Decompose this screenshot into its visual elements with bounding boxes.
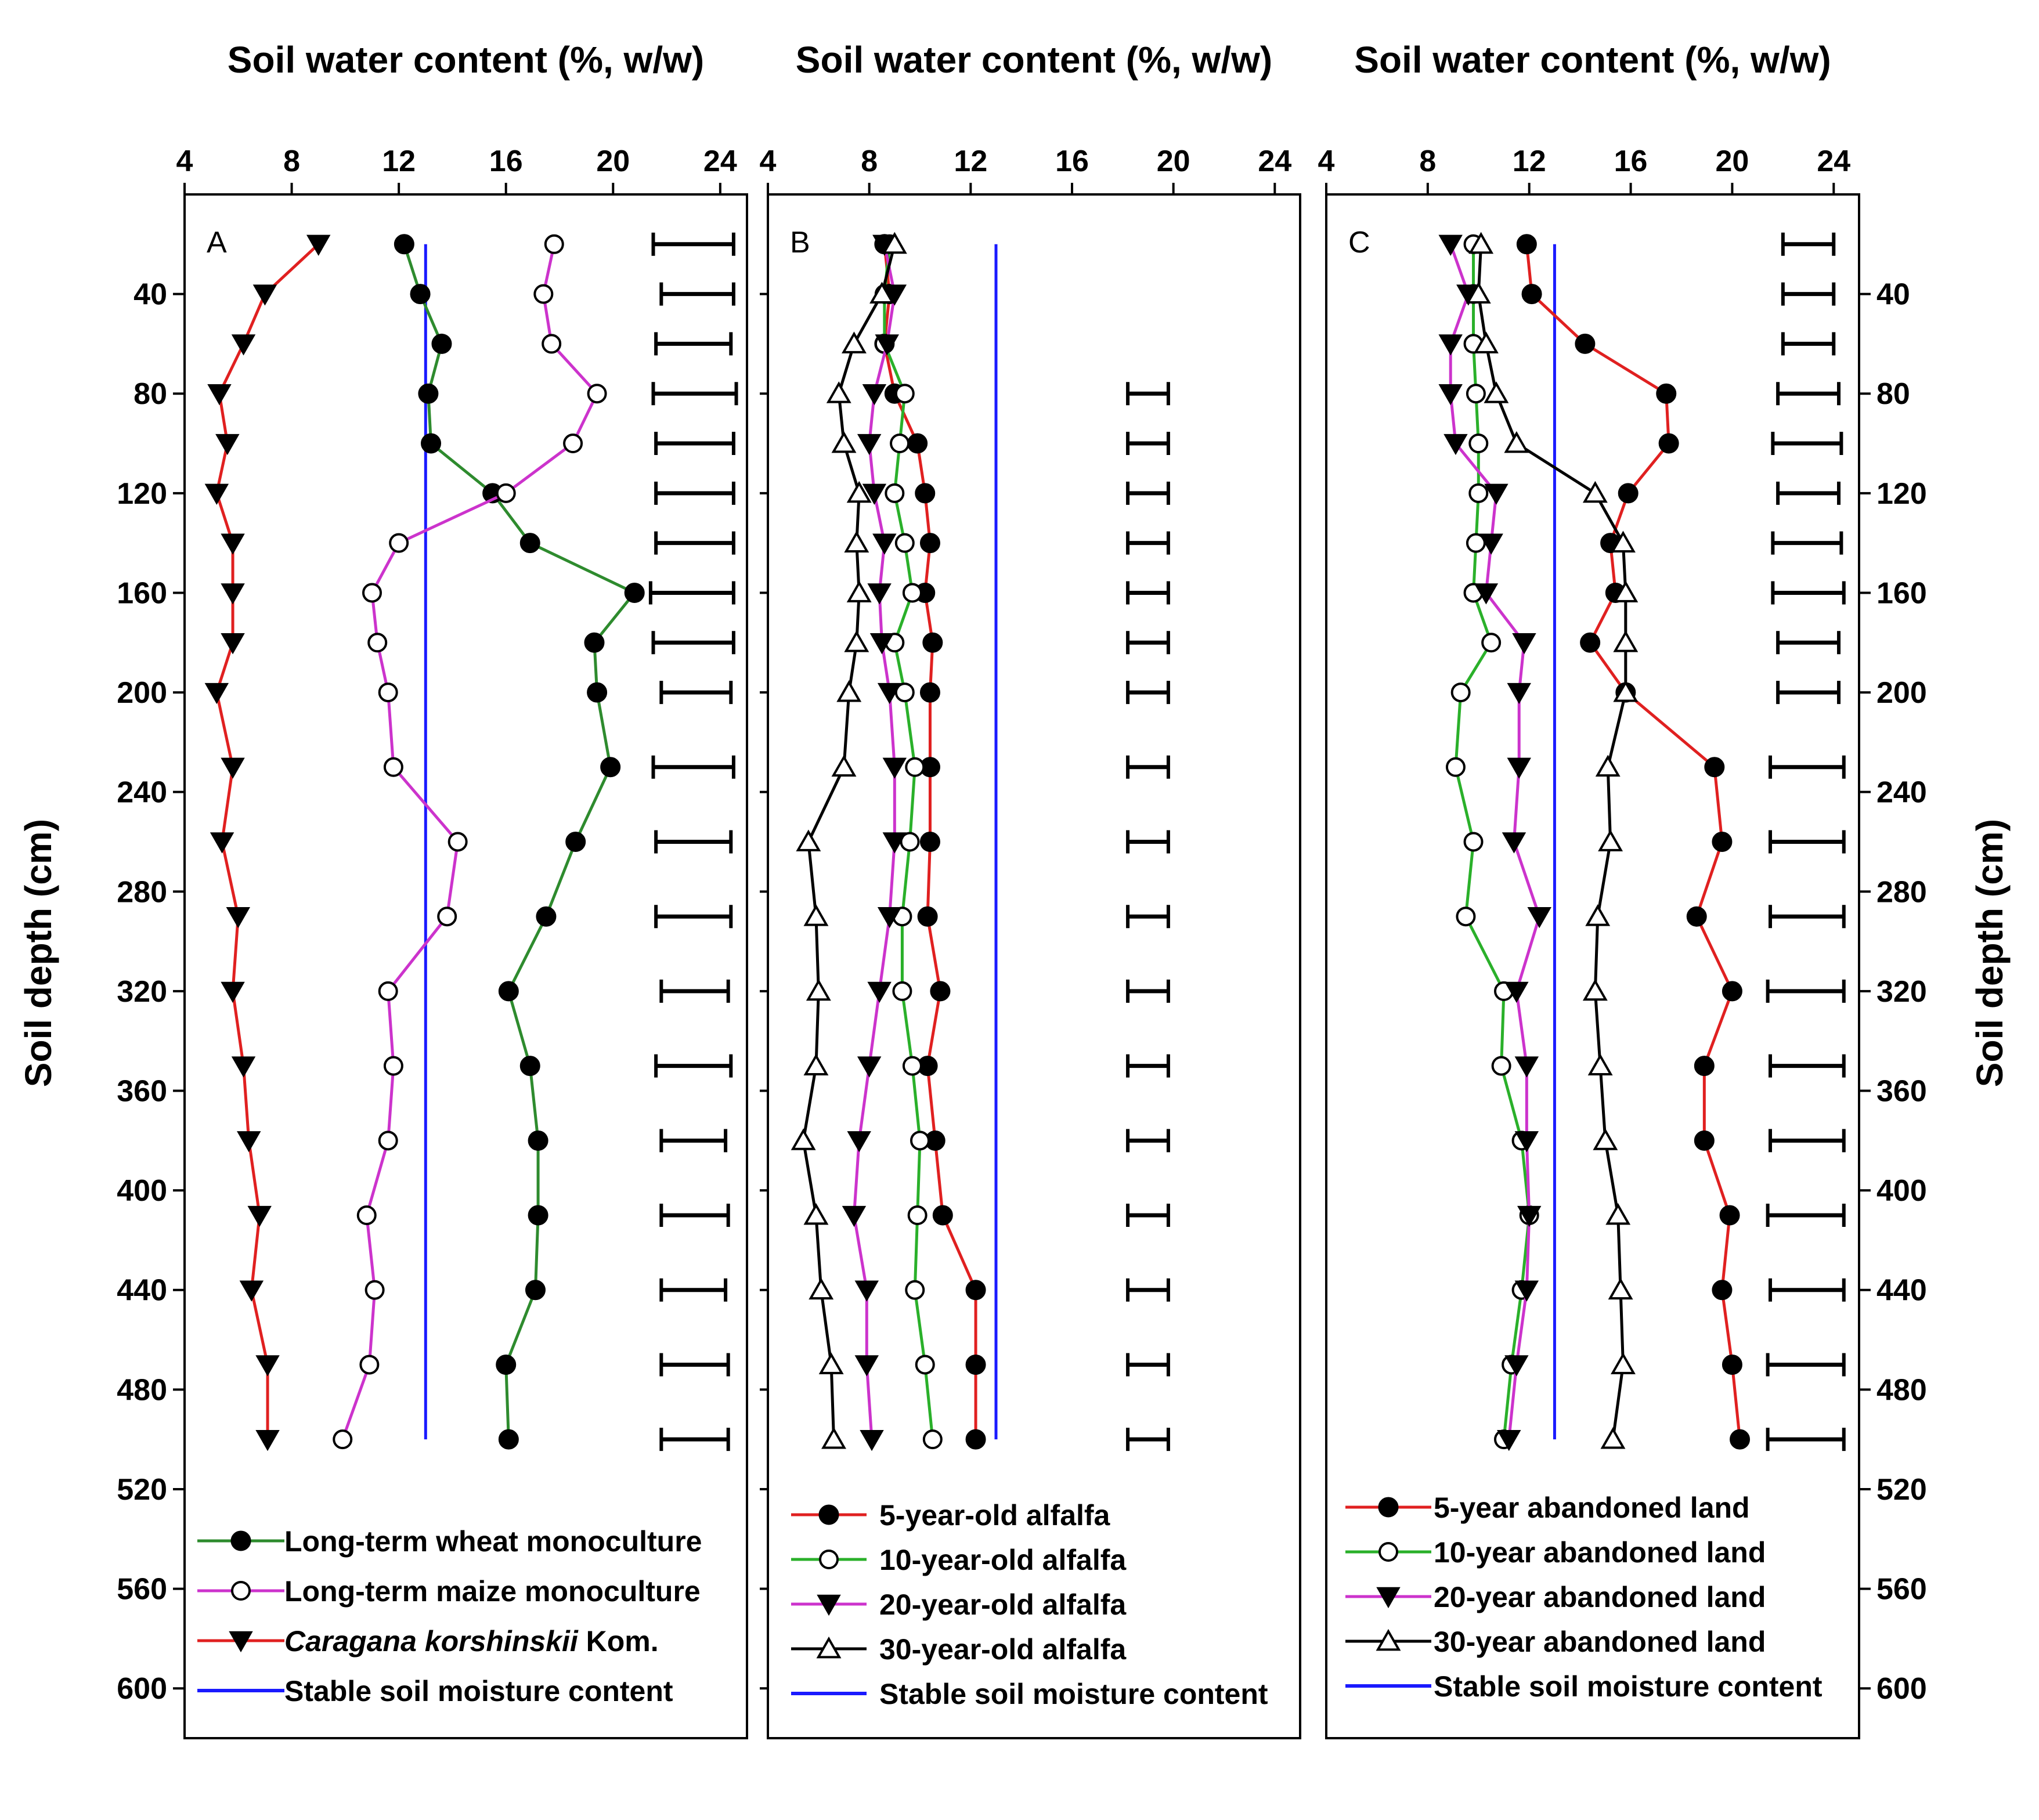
data-point: [893, 983, 911, 1000]
data-point: [846, 533, 867, 552]
data-point: [1503, 833, 1525, 852]
y-tick-label: 280: [117, 875, 167, 909]
data-point: [1581, 633, 1600, 652]
data-point: [1597, 757, 1618, 776]
data-point: [839, 682, 860, 701]
y-tick-label: 480: [117, 1373, 167, 1407]
data-point: [906, 1281, 923, 1299]
series-2: [1439, 236, 1550, 1450]
data-point: [1576, 334, 1594, 353]
data-point: [254, 285, 276, 304]
data-point: [248, 1207, 270, 1226]
legend-entry: Stable soil moisture content: [1434, 1670, 1823, 1703]
data-point: [499, 1430, 518, 1449]
data-point: [411, 285, 430, 304]
x-tick-label: 4: [176, 145, 193, 178]
legend-entry: Long-term maize monoculture: [284, 1575, 701, 1608]
y-tick-label: 80: [133, 377, 167, 411]
data-point: [861, 1431, 883, 1450]
data-point: [824, 1429, 845, 1448]
data-point: [222, 584, 244, 603]
series-1: [334, 236, 605, 1448]
y-tick-label: 360: [117, 1074, 167, 1108]
data-point: [798, 832, 819, 850]
data-point: [806, 1205, 827, 1224]
series-line: [216, 244, 318, 1439]
data-point: [385, 1057, 402, 1075]
data-point: [1452, 684, 1470, 701]
data-point: [222, 983, 244, 1002]
data-point: [1470, 485, 1487, 502]
y-tick-label: 320: [117, 974, 167, 1009]
data-point: [793, 1131, 814, 1149]
x-tick-label: 8: [1419, 145, 1437, 178]
data-point: [257, 1431, 279, 1450]
y-tick-label: 400: [1876, 1174, 1927, 1208]
data-point: [216, 435, 239, 454]
data-point: [1457, 908, 1474, 925]
data-point: [1470, 435, 1487, 452]
data-point: [535, 286, 552, 303]
data-point: [811, 1280, 832, 1299]
data-point: [931, 982, 950, 1001]
data-point: [1608, 1205, 1629, 1224]
legend: [791, 1499, 1268, 1710]
data-point: [856, 1281, 878, 1301]
data-point: [1465, 833, 1482, 850]
data-point: [966, 1281, 985, 1299]
y-tick-label: 40: [133, 277, 167, 312]
x-tick-label: 24: [1258, 145, 1292, 178]
y-tick-label: 320: [1876, 974, 1927, 1009]
data-point: [808, 981, 829, 1000]
chart-title: Soil water content (%, w/w): [795, 39, 1273, 81]
chart-title: Soil water content (%, w/w): [227, 39, 705, 81]
data-point: [358, 1207, 376, 1224]
data-point: [1493, 1057, 1510, 1075]
series-line: [342, 244, 597, 1439]
data-point: [432, 334, 451, 353]
x-tick-label: 16: [489, 145, 523, 178]
data-point: [566, 832, 585, 851]
data-point: [856, 1356, 878, 1375]
data-point: [380, 1132, 397, 1149]
data-point: [966, 1430, 985, 1449]
data-point: [924, 1431, 941, 1448]
data-point: [909, 1207, 926, 1224]
legend-marker: [1380, 1543, 1397, 1561]
series-2: [843, 236, 905, 1450]
legend-marker: [1379, 1498, 1398, 1516]
x-tick-label: 12: [1512, 145, 1546, 178]
y-tick-label: 560: [1876, 1572, 1927, 1606]
data-point: [921, 534, 939, 552]
data-point: [529, 1131, 547, 1150]
data-point: [849, 583, 869, 601]
y-tick-label: 120: [117, 476, 167, 511]
data-point: [1659, 434, 1678, 453]
data-point: [1447, 759, 1464, 776]
data-point: [843, 334, 864, 352]
data-point: [1485, 485, 1507, 504]
data-point: [257, 1356, 279, 1375]
legend: [1345, 1492, 1823, 1703]
data-point: [205, 485, 228, 504]
data-point: [240, 1281, 262, 1301]
data-point: [933, 1206, 952, 1225]
data-point: [821, 1355, 842, 1373]
series-line: [1526, 244, 1740, 1439]
y-tick-label: 160: [117, 576, 167, 611]
data-point: [1723, 982, 1741, 1001]
data-point: [918, 907, 937, 926]
data-point: [369, 634, 386, 651]
legend-marker: [820, 1551, 838, 1568]
data-point: [1585, 981, 1605, 1000]
data-point: [380, 983, 397, 1000]
data-point: [1595, 1131, 1616, 1149]
data-point: [1508, 759, 1530, 778]
legend-entry: 30-year abandoned land: [1434, 1626, 1766, 1658]
y-axis-label: Soil depth (cm): [1969, 818, 2011, 1088]
legend-marker: [232, 1582, 250, 1599]
data-point: [366, 1281, 384, 1299]
data-point: [1585, 483, 1605, 502]
legend: [197, 1525, 702, 1707]
data-point: [233, 335, 255, 354]
data-point: [499, 982, 518, 1001]
data-point: [205, 684, 228, 703]
data-point: [1517, 235, 1536, 254]
chart-title: Soil water content (%, w/w): [1354, 39, 1831, 81]
data-point: [222, 634, 244, 653]
y-tick-label: 440: [1876, 1273, 1927, 1308]
series-1: [1447, 236, 1538, 1448]
y-tick-label: 600: [1876, 1672, 1927, 1706]
data-point: [1695, 1057, 1713, 1075]
data-point: [921, 832, 939, 851]
chart-panel-c: [1318, 39, 2011, 1738]
data-point: [806, 1056, 827, 1075]
data-point: [908, 434, 927, 453]
data-point: [906, 759, 923, 776]
data-point: [589, 385, 606, 402]
legend-entry: 5-year-old alfalfa: [879, 1499, 1110, 1532]
data-point: [1619, 484, 1637, 503]
data-point: [858, 435, 880, 454]
data-point: [1723, 1355, 1741, 1374]
data-point: [1528, 908, 1550, 927]
data-point: [1695, 1131, 1713, 1150]
y-tick-label: 120: [1876, 476, 1927, 511]
data-point: [521, 1057, 539, 1075]
legend-entry: 10-year-old alfalfa: [879, 1544, 1127, 1576]
y-tick-label: 240: [1876, 775, 1927, 810]
data-point: [385, 759, 402, 776]
data-point: [846, 633, 867, 651]
data-point: [588, 683, 607, 702]
data-point: [334, 1431, 351, 1448]
data-point: [601, 758, 620, 777]
data-point: [1508, 684, 1530, 703]
legend-entry: 5-year abandoned land: [1434, 1492, 1750, 1524]
data-point: [438, 908, 456, 925]
y-tick-label: 40: [1876, 277, 1910, 312]
y-tick-label: 160: [1876, 576, 1927, 611]
x-tick-label: 24: [1817, 145, 1851, 178]
data-point: [1506, 434, 1527, 452]
series-line: [404, 244, 634, 1439]
y-tick-label: 520: [1876, 1472, 1927, 1507]
data-point: [1713, 832, 1731, 851]
y-axis-label: Soil depth (cm): [17, 818, 59, 1088]
data-point: [360, 1356, 378, 1373]
data-point: [422, 434, 441, 453]
data-point: [390, 535, 407, 552]
y-tick-label: 440: [117, 1273, 167, 1308]
y-tick-label: 280: [1876, 875, 1927, 909]
legend-entry: Stable soil moisture content: [284, 1675, 673, 1707]
data-point: [874, 534, 896, 553]
data-point: [497, 1355, 515, 1374]
data-point: [227, 908, 249, 927]
x-tick-label: 12: [382, 145, 416, 178]
data-point: [923, 633, 942, 652]
data-point: [625, 583, 644, 602]
legend-marker: [232, 1532, 250, 1550]
y-tick-label: 480: [1876, 1373, 1927, 1407]
data-point: [222, 759, 244, 778]
x-tick-label: 20: [1156, 145, 1190, 178]
data-point: [1687, 907, 1706, 926]
legend-entry: 20-year abandoned land: [1434, 1581, 1766, 1613]
panel-label: B: [790, 226, 810, 259]
data-point: [363, 584, 381, 601]
x-tick-label: 20: [596, 145, 630, 178]
data-point: [380, 684, 397, 701]
data-point: [526, 1281, 544, 1299]
series-2: [205, 236, 329, 1450]
x-tick-label: 8: [861, 145, 878, 178]
data-point: [806, 907, 827, 925]
data-point: [521, 534, 539, 552]
series-3: [1468, 234, 1636, 1448]
legend-entry: 10-year abandoned land: [1434, 1536, 1766, 1569]
series-0: [1517, 235, 1749, 1449]
data-point: [238, 1132, 260, 1151]
data-point: [916, 1356, 934, 1373]
series-line: [803, 244, 894, 1439]
data-point: [883, 759, 905, 778]
data-point: [1731, 1430, 1749, 1449]
data-point: [419, 384, 438, 403]
data-point: [833, 434, 854, 452]
data-point: [848, 1132, 870, 1151]
data-point: [863, 385, 885, 404]
chart-panel-a: [17, 39, 747, 1738]
data-point: [222, 534, 244, 553]
data-point: [843, 1207, 865, 1226]
x-tick-label: 20: [1715, 145, 1749, 178]
data-point: [858, 1057, 880, 1076]
data-point: [1657, 384, 1676, 403]
y-tick-label: 600: [117, 1672, 167, 1706]
x-tick-label: 4: [1318, 145, 1335, 178]
data-point: [1482, 634, 1500, 651]
y-tick-label: 560: [117, 1572, 167, 1606]
y-tick-label: 240: [117, 775, 167, 810]
data-point: [1486, 384, 1507, 402]
legend-entry: 30-year-old alfalfa: [879, 1633, 1127, 1666]
y-tick-label: 200: [1876, 676, 1927, 710]
data-point: [546, 236, 563, 253]
x-tick-label: 24: [703, 145, 737, 178]
data-point: [896, 535, 914, 552]
data-point: [904, 1057, 921, 1075]
legend-entry: 20-year-old alfalfa: [879, 1588, 1127, 1621]
data-point: [1615, 633, 1636, 651]
y-tick-label: 200: [117, 676, 167, 710]
data-point: [497, 485, 515, 502]
plot-frame: [185, 194, 747, 1738]
data-point: [1522, 285, 1541, 304]
data-point: [211, 833, 233, 852]
legend-entry: Stable soil moisture content: [879, 1678, 1268, 1710]
y-tick-label: 400: [117, 1174, 167, 1208]
data-point: [966, 1355, 985, 1374]
data-point: [208, 385, 230, 404]
legend-marker: [820, 1505, 838, 1524]
data-point: [1439, 236, 1461, 255]
data-point: [1600, 832, 1621, 850]
data-point: [1513, 634, 1535, 653]
y-tick-label: 360: [1876, 1074, 1927, 1108]
data-point: [891, 435, 908, 452]
panel-label: C: [1348, 226, 1370, 259]
data-point: [896, 385, 914, 402]
data-point: [233, 1057, 255, 1076]
data-point: [1612, 1355, 1633, 1373]
data-point: [921, 683, 939, 702]
data-point: [1610, 1280, 1631, 1299]
chart-panel-b: [760, 39, 1300, 1738]
data-point: [886, 485, 903, 502]
data-point: [904, 584, 921, 601]
data-point: [868, 584, 890, 603]
data-point: [1705, 758, 1724, 777]
data-point: [1590, 1056, 1611, 1075]
data-point: [911, 1132, 929, 1149]
series-0: [395, 235, 644, 1449]
data-point: [916, 484, 934, 503]
x-tick-label: 12: [954, 145, 988, 178]
data-point: [1439, 385, 1461, 404]
data-point: [564, 435, 582, 452]
data-point: [1467, 385, 1485, 402]
data-point: [833, 757, 854, 776]
data-point: [1439, 335, 1461, 354]
data-point: [537, 907, 555, 926]
data-point: [1515, 1057, 1538, 1076]
data-point: [395, 235, 413, 254]
y-tick-label: 520: [117, 1472, 167, 1507]
data-point: [868, 983, 890, 1002]
legend-entry: Caragana korshinskii Kom.: [284, 1625, 659, 1658]
panel-label: A: [207, 226, 227, 259]
data-point: [1713, 1281, 1731, 1299]
data-point: [1587, 907, 1608, 925]
data-point: [529, 1206, 547, 1225]
data-point: [1603, 1429, 1623, 1448]
data-point: [585, 633, 604, 652]
x-tick-label: 16: [1614, 145, 1648, 178]
data-point: [1720, 1206, 1739, 1225]
x-tick-label: 8: [283, 145, 301, 178]
data-point: [828, 384, 849, 402]
x-tick-label: 16: [1055, 145, 1089, 178]
legend-entry: Long-term wheat monoculture: [284, 1525, 702, 1558]
y-tick-label: 80: [1876, 377, 1910, 411]
x-tick-label: 4: [759, 145, 777, 178]
data-point: [543, 335, 560, 352]
data-point: [449, 833, 467, 850]
